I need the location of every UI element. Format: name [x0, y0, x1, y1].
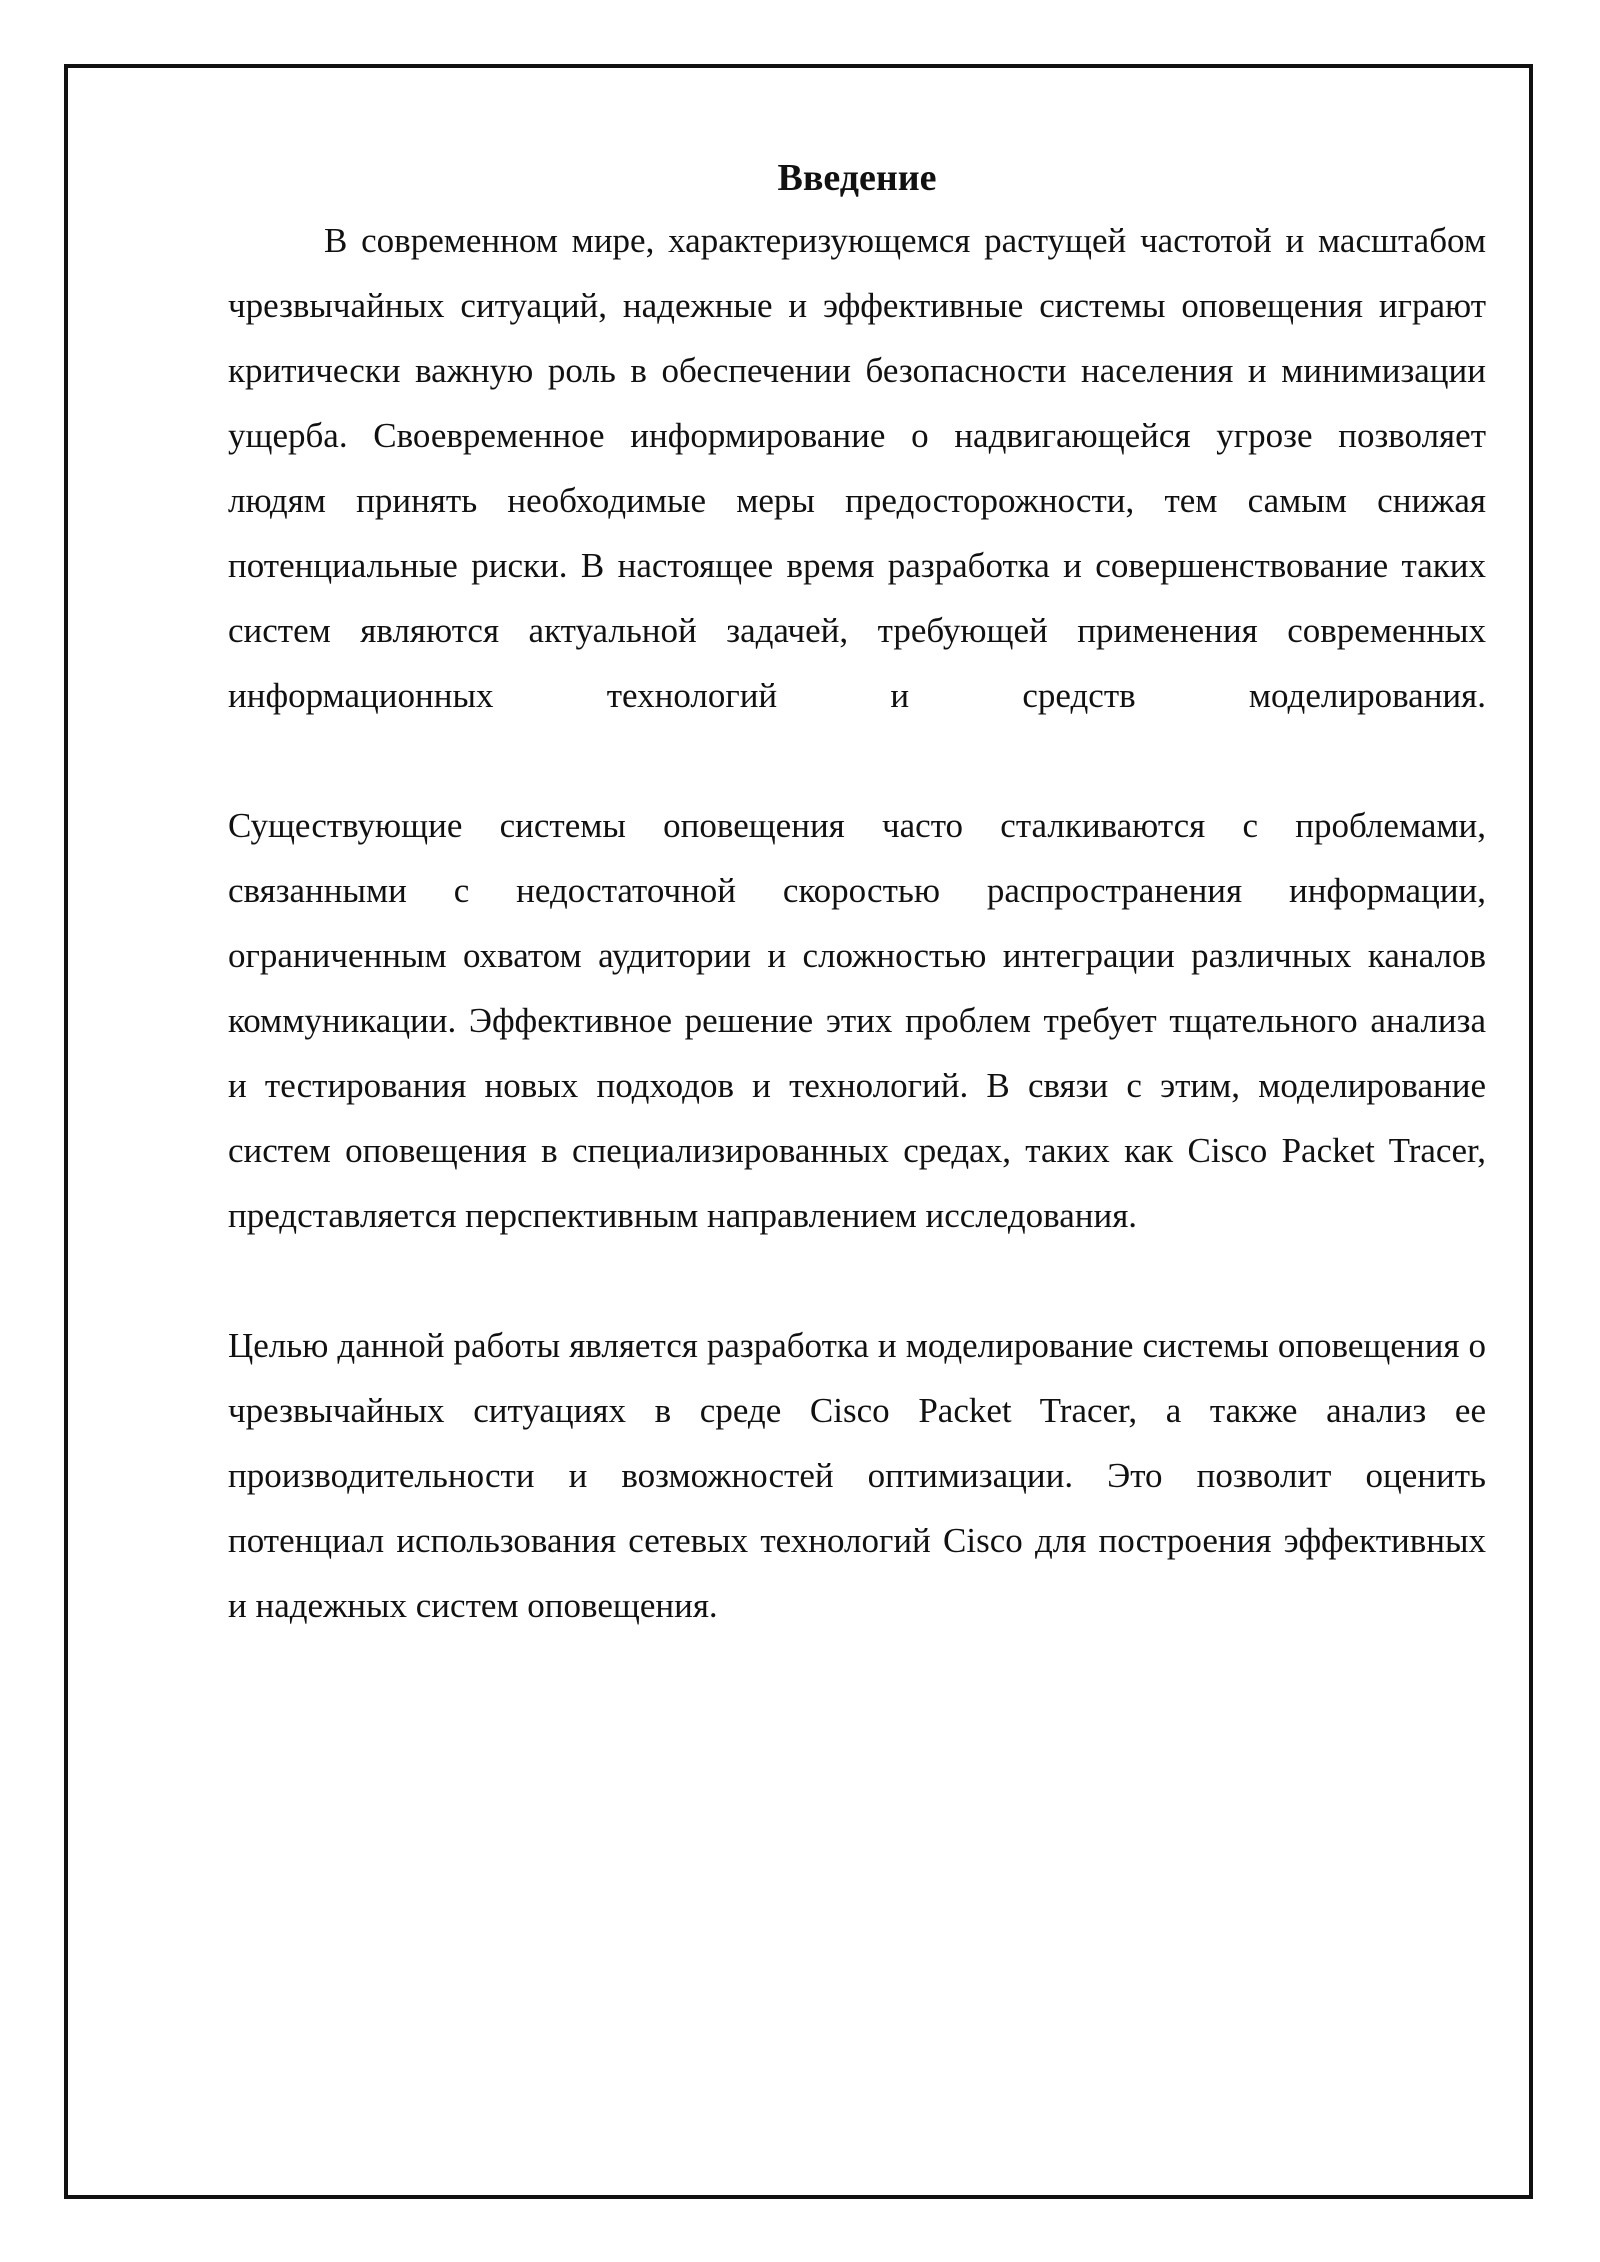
paragraph-problems: Существующие системы оповещения часто сталкиваются с проблемами, связанными с недостаточной скоростью распространения информации, ограниченным охватом аудитории и сложностью интеграции различных каналов коммуникации. Эффективное решение этих проблем требует тщательного анализа и тестирования новых подходов и технологий. В связи с этим, моделирование систем оповещения в специализированных средах, таких как Cisco Packet Tracer, представляется перспективным направлением исследования. — [228, 806, 1486, 1235]
paragraph-spacer — [228, 728, 1486, 793]
paragraph-intro: В современном мире, характеризующемся растущей частотой и масштабом чрезвычайных ситуаций, надежные и эффективные системы оповещения играют критически важную роль в обеспечении безопасности населения и минимизации ущерба. Своевременное информирование о надвигающейся угрозе позволяет людям принять необходимые меры предосторожности, тем самым снижая потенциальные риски. В настоящее время разработка и совершенствование таких систем являются актуальной задачей, требующей применения современных информационных технологий и средств моделирования. — [228, 221, 1486, 715]
paragraph-spacer — [228, 1248, 1486, 1313]
document-title: Введение — [777, 157, 937, 199]
document-body — [228, 148, 1486, 1638]
paragraph-goal: Целью данной работы является разработка и моделирование системы оповещения о чрезвычайных ситуациях в среде Cisco Packet Tracer, а также анализ ее производительности и возможностей оптимизации. Это позволит оценить потенциал использования сетевых технологий Cisco для построения эффективных и надежных систем оповещения. — [228, 1326, 1486, 1625]
